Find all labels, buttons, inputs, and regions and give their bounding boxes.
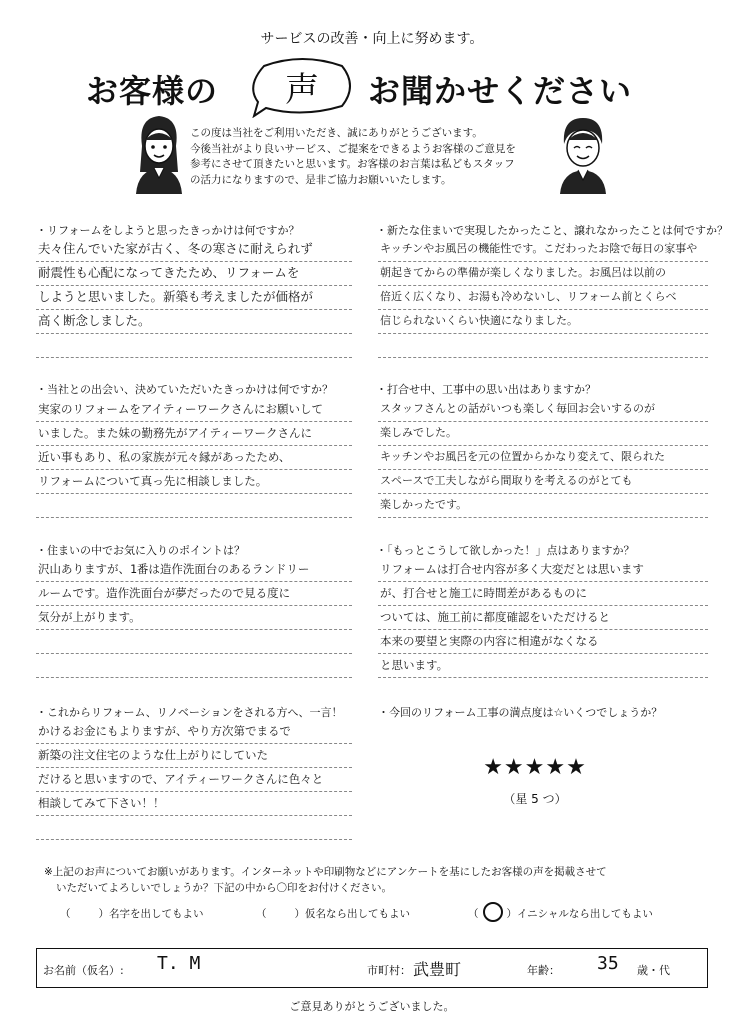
choice-pseudonym[interactable] bbox=[256, 906, 410, 921]
answer-line: キッチンやお風呂を元の位置からかなり変えて、限られた bbox=[378, 446, 708, 470]
choice-open: （ bbox=[256, 908, 267, 920]
city-value[interactable]: 武豊町 bbox=[413, 960, 462, 979]
intro-line: 今後当社がより良いサービス、ご提案をできるようお客様のご意見を bbox=[190, 142, 516, 155]
answer-6 bbox=[378, 558, 708, 678]
answer-line: スタッフさんとの話がいつも楽しく毎回お会いするのが bbox=[378, 398, 708, 422]
answer-line: 楽しかったです。 bbox=[378, 494, 708, 518]
answer-line bbox=[36, 494, 352, 518]
answer-line bbox=[378, 334, 708, 358]
answer-7 bbox=[36, 720, 352, 840]
question-1-label: ・リフォームをしようと思ったきっかけは何ですか？ bbox=[36, 224, 300, 237]
customer-info-box bbox=[36, 948, 708, 988]
answer-line bbox=[36, 816, 352, 840]
answer-line: だけると思いますので、アイティーワークさんに色々と bbox=[36, 768, 352, 792]
answer-line bbox=[36, 654, 352, 678]
answer-line: 近い事もあり、私の家族が元々縁があったため、 bbox=[36, 446, 352, 470]
selected-circle-icon bbox=[483, 902, 503, 922]
answer-line: リフォームについて真っ先に相談しました。 bbox=[36, 470, 352, 494]
question-6-label: ・「もっとこうして欲しかった！」点はありますか？ bbox=[376, 544, 635, 557]
choice-label: ）名字を出してもよい bbox=[98, 908, 204, 920]
age-suffix: 歳・代 bbox=[637, 964, 670, 977]
answer-line: しようと思いました。新築も考えましたが価格が bbox=[36, 286, 352, 310]
title-voice: 声 bbox=[285, 70, 319, 110]
title-right: お聞かせください bbox=[368, 72, 633, 110]
choice-open: （ bbox=[468, 908, 479, 920]
choice-open: （ bbox=[60, 908, 71, 920]
answer-4 bbox=[378, 398, 708, 518]
intro-line: 参考にさせて頂きたいと思います。お客様のお言葉は私どもスタッフ bbox=[190, 158, 515, 170]
page-title bbox=[0, 52, 744, 122]
rating-text: （星 5 つ） bbox=[503, 792, 567, 806]
answer-line: と思います。 bbox=[378, 654, 708, 678]
answer-line: 気分が上がります。 bbox=[36, 606, 352, 630]
answer-line: リフォームは打合せ内容が多く大変だとは思います bbox=[378, 558, 708, 582]
answer-line: ルームです。造作洗面台が夢だったので見る度に bbox=[36, 582, 352, 606]
intro-text bbox=[190, 126, 570, 188]
choice-initials[interactable] bbox=[468, 906, 653, 922]
answer-line: 沢山ありますが、1番は造作洗面台のあるランドリー bbox=[36, 558, 352, 582]
question-7-label: ・これからリフォーム、リノベーションをされる方へ、一言！ bbox=[36, 706, 343, 719]
answer-line: いました。また妹の勤務先がアイティーワークさんに bbox=[36, 422, 352, 446]
question-8-label: ・今回のリフォーム工事の満点度は☆いくつでしょうか？ bbox=[378, 706, 663, 719]
intro-line: この度は当社をご利用いただき、誠にありがとうございます。 bbox=[190, 127, 483, 139]
answer-line: 本来の要望と実際の内容に相違がなくなる bbox=[378, 630, 708, 654]
staff-woman-icon bbox=[128, 112, 190, 194]
title-left: お客様の bbox=[86, 72, 219, 110]
question-2-label: ・新たな住まいで実現したかったこと、譲れなかったことは何ですか？ bbox=[376, 224, 728, 237]
rating-stars: ★★★★★ bbox=[483, 755, 587, 780]
answer-line: 高く断念しました。 bbox=[36, 310, 352, 334]
age-value[interactable]: 35 bbox=[597, 953, 619, 974]
answer-line bbox=[36, 630, 352, 654]
choice-label: ）仮名なら出してもよい bbox=[294, 908, 410, 920]
choice-label: ）イニシャルなら出してもよい bbox=[506, 908, 653, 920]
name-value[interactable]: T. M bbox=[157, 953, 201, 974]
answer-line: かけるお金にもよりますが、やり方次第でまるで bbox=[36, 720, 352, 744]
name-label: お名前（仮名）: bbox=[43, 964, 124, 977]
answer-line bbox=[36, 334, 352, 358]
answer-line: 倍近く広くなり、お湯も冷めないし、リフォーム前とくらべ bbox=[378, 286, 708, 310]
publication-notice bbox=[44, 864, 704, 896]
question-3-label: ・当社との出会い、決めていただいたきっかけは何ですか？ bbox=[36, 383, 333, 396]
answer-line: 耐震性も心配になってきたため、リフォームを bbox=[36, 262, 352, 286]
answer-line: 信じられないくらい快適になりました。 bbox=[378, 310, 708, 334]
answer-line: 朝起きてからの準備が楽しくなりました。お風呂は以前の bbox=[378, 262, 708, 286]
age-label: 年齢： bbox=[527, 964, 560, 977]
answer-line: 夫々住んでいた家が古く、冬の寒さに耐えられず bbox=[36, 238, 352, 262]
answer-line: 相談してみて下さい！！ bbox=[36, 792, 352, 816]
answer-line: 楽しみでした。 bbox=[378, 422, 708, 446]
question-4-label: ・打合せ中、工事中の思い出はありますか？ bbox=[376, 383, 596, 396]
footer-thanks: ご意見ありがとうございました。 bbox=[289, 1000, 455, 1013]
answer-line: が、打合せと施工に時間差があるものに bbox=[378, 582, 708, 606]
intro-line: の活力になりますので、是非ご協力お願いいたします。 bbox=[190, 173, 452, 186]
answer-1 bbox=[36, 238, 352, 358]
question-5-label: ・住まいの中でお気に入りのポイントは？ bbox=[36, 544, 245, 557]
answer-line: 新築の注文住宅のような仕上がりにしていた bbox=[36, 744, 352, 768]
answer-3 bbox=[36, 398, 352, 518]
notice-line: いただいてよろしいでしょうか？下記の中から〇印をお付けください。 bbox=[56, 882, 392, 894]
answer-2 bbox=[378, 238, 708, 358]
choice-surname[interactable] bbox=[60, 906, 204, 921]
answer-line: スペースで工夫しながら間取りを考えるのがとても bbox=[378, 470, 708, 494]
staff-man-icon bbox=[552, 112, 614, 194]
answer-line: ついては、施工前に都度確認をいただけると bbox=[378, 606, 708, 630]
city-label: 市町村： bbox=[367, 964, 411, 977]
answer-line: キッチンやお風呂の機能性です。こだわったお陰で毎日の家事や bbox=[378, 238, 708, 262]
answer-line: 実家のリフォームをアイティーワークさんにお願いして bbox=[36, 398, 352, 422]
subtitle: サービスの改善・向上に努めます。 bbox=[260, 31, 484, 47]
notice-line: ※上記のお声についてお願いがあります。インターネットや印刷物などにアンケートを基にしたお客様の声を掲載させて bbox=[44, 866, 607, 878]
answer-5 bbox=[36, 558, 352, 678]
